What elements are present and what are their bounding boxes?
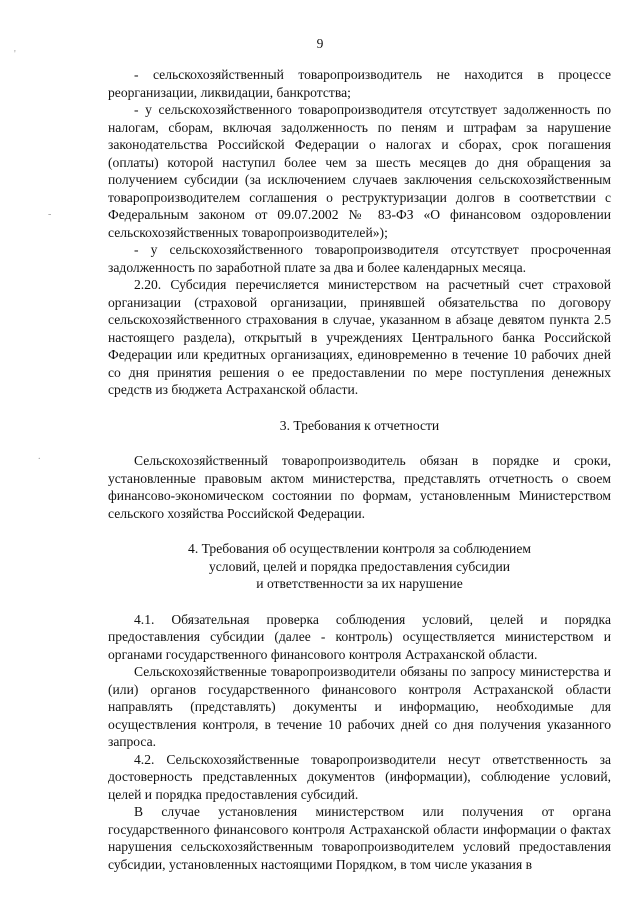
paragraph: Сельскохозяйственный товаропроизводитель обязан в порядке и сроки, установленные правовым актом министерства, представлять отчетность о своем финансово-экономическом состоянии по формам, установленным Министерством сельского хозяйства Российской Федерации. (108, 453, 611, 521)
spacer (108, 399, 611, 417)
scan-speck: - (48, 209, 52, 220)
scan-speck: ' (14, 49, 16, 60)
section-heading-line: условий, целей и порядка предоставления субсидии (208, 558, 511, 574)
paragraph: - сельскохозяйственный товаропроизводитель не находится в процессе реорганизации, ликвидации, банкротства; (108, 67, 611, 100)
spacer (108, 434, 611, 452)
spacer (108, 593, 611, 611)
paragraph: В случае установления министерством или получения от органа государственного финансового контроля Астраханской области информации о фактах нарушения сельскохозяйственным товаропроизводителем условий предоставления субсидии, установленных настоящими Порядком, в том числе указания в (108, 804, 611, 872)
section-heading-line: и ответственности за их нарушение (256, 576, 463, 591)
paragraph: 2.20. Субсидия перечисляется министерством на расчетный счет страховой организации (страховой организации, принявшей обязательства по договору сельскохозяйственного страхования в случае, указанном в абзаце девятом пункта 2.5 настоящего раздела), открытый в учреждениях Центрального банка Российской Федерации или кредитных организациях, единовременно в течение 10 рабочих дней со дня принятия решения о ее предоставлении по мере поступления денежных средств из бюджета Астраханской области. (108, 277, 611, 397)
page-number: 9 (316, 36, 324, 51)
paragraph: - у сельскохозяйственного товаропроизводителя отсутствует задолженность по налогам, сборам, включая задолженность по пеням и штрафам за нарушение законодательства Российской Федерации о налогах и сборах, срок погашения (оплаты) которой наступил более чем за шесть месяцев до дня обращения за получением субсидии (за исключением случаев заключения сельскохозяйственным товаропроизводителем соглашения о реструктуризации долгов в соответствии с Федеральным законом от 09.07.2002 № 83-ФЗ «О финансовом оздоровлении сельскохозяйственных товаропроизводителей»); (108, 102, 611, 240)
document-body (108, 66, 611, 873)
paragraph: 4.2. Сельскохозяйственные товаропроизводители несут ответственность за достоверность представленных документов (информации), соблюдение условий, целей и порядка предоставления субсидий. (108, 751, 611, 802)
paragraph: Сельскохозяйственные товаропроизводители обязаны по запросу министерства и (или) органов государственного финансового контроля Астраханской области направлять (представлять) документы и информацию, необходимые для осуществления контроля, в течение 10 рабочих дней со дня получения указанного запроса. (108, 664, 611, 749)
paragraph: 4.1. Обязательная проверка соблюдения условий, целей и порядка предоставления субсидии (далее - контроль) осуществляется министерством и органами государственного финансового контроля Астраханской области. (108, 611, 611, 662)
spacer (108, 522, 611, 540)
scan-speck: . (38, 451, 41, 462)
section-heading-line: 4. Требования об осуществлении контроля за соблюдением (188, 541, 531, 556)
section-heading: 3. Требования к отчетности (279, 417, 440, 433)
paragraph: - у сельскохозяйственного товаропроизводителя отсутствует просроченная задолженность по заработной плате за два и более календарных месяца. (108, 242, 611, 275)
